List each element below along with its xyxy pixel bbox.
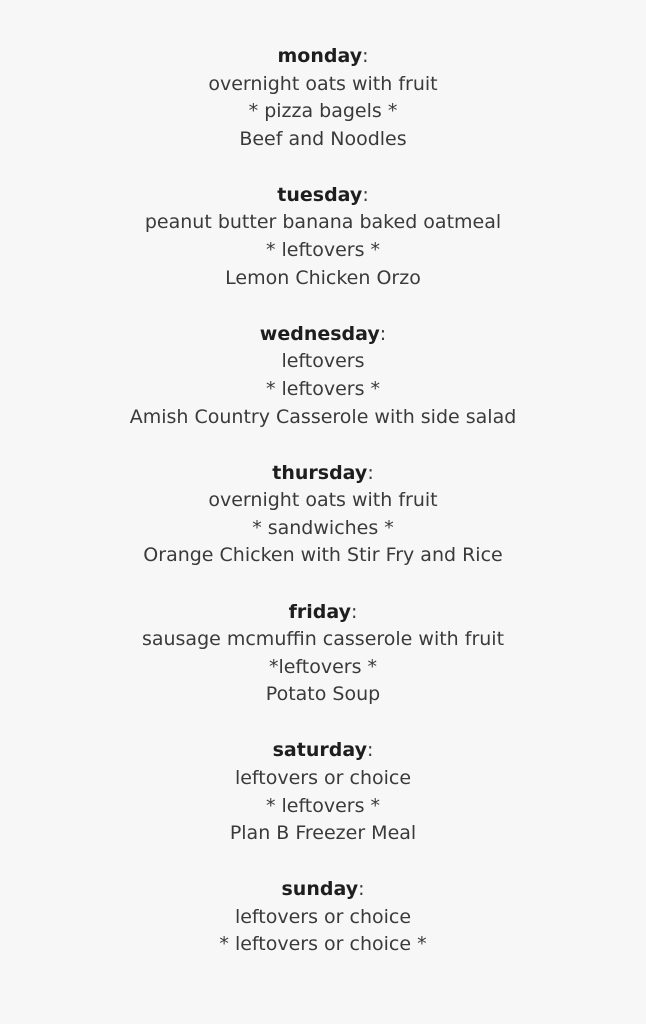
- day-wednesday: [0, 321, 646, 431]
- day-colon: :: [379, 322, 387, 345]
- breakfast-item: leftovers: [281, 350, 365, 373]
- lunch-item: * leftovers *: [265, 377, 381, 400]
- breakfast-item: sausage mcmuffin casserole with fruit: [141, 628, 505, 651]
- lunch-item: * leftovers *: [265, 239, 381, 262]
- day-heading: [0, 182, 646, 210]
- lunch-item: * sandwiches *: [252, 516, 394, 539]
- dinner-item: Amish Country Casserole with side salad: [129, 405, 517, 428]
- dinner-item: Lemon Chicken Orzo: [225, 266, 421, 289]
- day-name: saturday: [272, 739, 367, 762]
- meal-plan: [0, 43, 646, 988]
- day-name: sunday: [281, 878, 359, 901]
- breakfast-item: leftovers or choice: [234, 905, 412, 928]
- dinner-item: Beef and Noodles: [239, 127, 407, 150]
- lunch-item: * leftovers *: [265, 794, 381, 817]
- day-colon: :: [362, 45, 369, 67]
- breakfast-item: overnight oats with fruit: [208, 72, 438, 95]
- day-name: monday: [277, 45, 363, 67]
- day-colon: :: [358, 878, 365, 901]
- day-friday: [0, 599, 646, 709]
- day-name: tuesday: [277, 183, 363, 206]
- day-colon: :: [366, 739, 374, 762]
- lunch-item: * pizza bagels *: [248, 100, 398, 123]
- dinner-item: Plan B Freezer Meal: [229, 822, 417, 845]
- day-heading: [0, 599, 646, 627]
- day-tuesday: [0, 182, 646, 292]
- day-thursday: [0, 460, 646, 570]
- dinner-item: Potato Soup: [265, 683, 381, 706]
- day-name: thursday: [272, 461, 368, 484]
- breakfast-item: peanut butter banana baked oatmeal: [144, 211, 502, 234]
- dinner-item: Orange Chicken with Stir Fry and Rice: [143, 544, 503, 567]
- day-heading: [0, 876, 646, 904]
- breakfast-item: leftovers or choice: [234, 766, 412, 789]
- day-colon: :: [362, 183, 369, 206]
- day-colon: :: [367, 461, 374, 484]
- day-name: wednesday: [259, 322, 380, 345]
- day-name: friday: [288, 600, 351, 623]
- day-heading: [0, 737, 646, 765]
- day-heading: [0, 43, 646, 71]
- day-heading: [0, 321, 646, 349]
- day-monday: [0, 43, 646, 153]
- breakfast-item: overnight oats with fruit: [208, 489, 438, 512]
- lunch-item: * leftovers or choice *: [219, 933, 427, 956]
- lunch-item: *leftovers *: [268, 655, 378, 678]
- day-sunday: [0, 876, 646, 959]
- day-saturday: [0, 737, 646, 847]
- day-heading: [0, 460, 646, 488]
- day-colon: :: [350, 600, 358, 623]
